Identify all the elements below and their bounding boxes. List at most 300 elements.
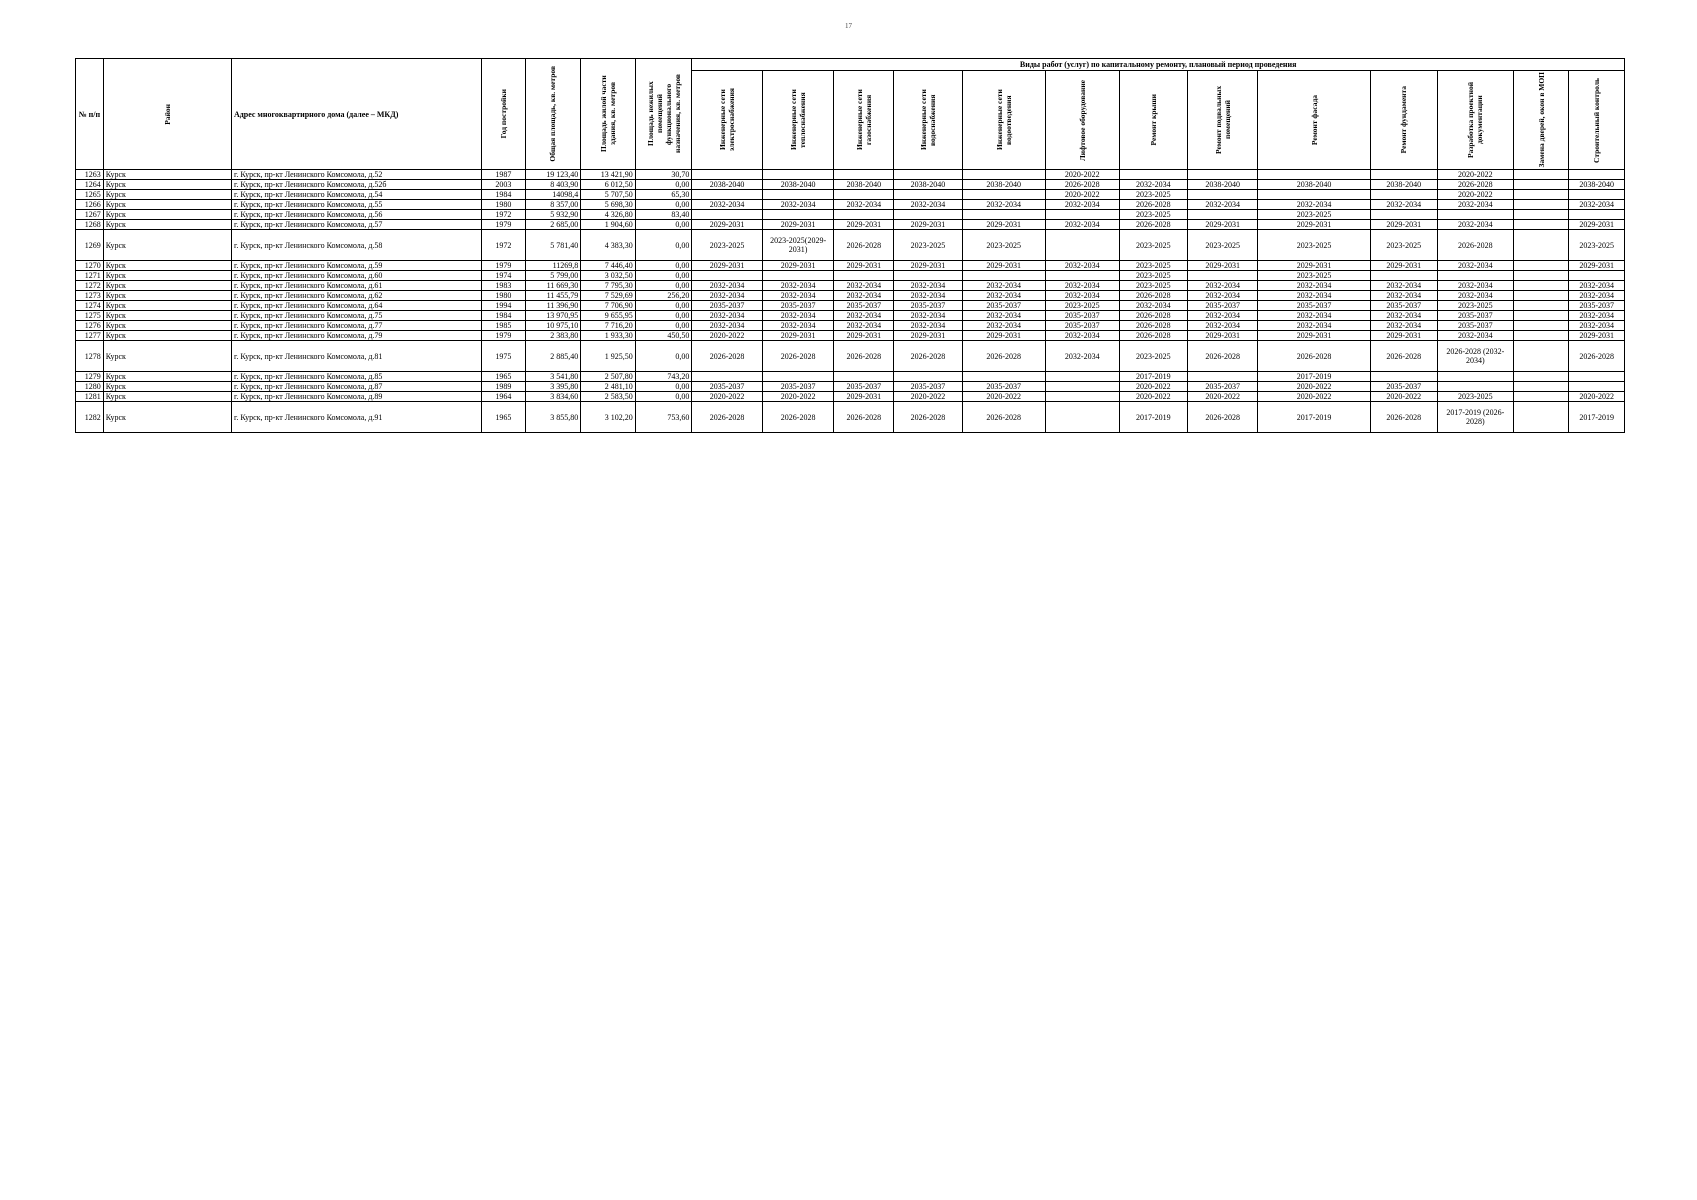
cell-work-period: 2029-2031 xyxy=(834,220,894,230)
cell-total-area: 3 395,80 xyxy=(525,382,581,392)
cell-work-period: 2035-2037 xyxy=(1370,301,1437,311)
cell-work-period: 2023-2025 xyxy=(894,230,962,261)
cell-address: г. Курск, пр-кт Ленинского Комсомола, д.57 xyxy=(231,220,481,230)
cell-work-period: 2029-2031 xyxy=(762,331,834,341)
cell-work-period: 2032-2034 xyxy=(1258,281,1370,291)
cell-district: Курск xyxy=(103,392,231,402)
cell-work-period xyxy=(1370,170,1437,180)
cell-total-area: 10 975,10 xyxy=(525,321,581,331)
cell-work-period xyxy=(1513,392,1569,402)
cell-nonres-area: 0,00 xyxy=(635,230,692,261)
cell-living-area: 3 032,50 xyxy=(581,271,635,281)
cell-work-period xyxy=(1569,372,1625,382)
cell-work-period: 2026-2028 xyxy=(1119,311,1187,321)
cell-work-period: 2035-2037 xyxy=(692,301,763,311)
cell-work-period: 2029-2031 xyxy=(1569,220,1625,230)
cell-living-area: 13 421,90 xyxy=(581,170,635,180)
cell-nonres-area: 0,00 xyxy=(635,311,692,321)
cell-work-period: 2035-2037 xyxy=(1569,301,1625,311)
cell-year: 1984 xyxy=(481,190,525,200)
cell-address: г. Курск, пр-кт Ленинского Комсомола, д.54 xyxy=(231,190,481,200)
cell-total-area: 2 383,80 xyxy=(525,331,581,341)
cell-work-period: 2032-2034 xyxy=(692,281,763,291)
cell-num: 1276 xyxy=(76,321,104,331)
cell-work-period: 2029-2031 xyxy=(1370,220,1437,230)
cell-work-period: 2026-2028 xyxy=(1119,291,1187,301)
cell-work-period: 2032-2034 xyxy=(1258,311,1370,321)
cell-work-period: 2029-2031 xyxy=(1258,331,1370,341)
cell-year: 1979 xyxy=(481,220,525,230)
cell-total-area: 3 855,80 xyxy=(525,402,581,433)
cell-work-period: 2026-2028 xyxy=(762,341,834,372)
cell-work-period xyxy=(1569,190,1625,200)
cell-work-period: 2023-2025 xyxy=(1569,230,1625,261)
cell-work-period: 2032-2034 xyxy=(762,200,834,210)
cell-num: 1264 xyxy=(76,180,104,190)
cell-work-period: 2029-2031 xyxy=(1569,261,1625,271)
cell-work-period xyxy=(1513,402,1569,433)
cell-nonres-area: 30,70 xyxy=(635,170,692,180)
header-address: Адрес многоквартирного дома (далее – МКД) xyxy=(231,59,481,170)
cell-district: Курск xyxy=(103,271,231,281)
cell-living-area: 7 446,40 xyxy=(581,261,635,271)
cell-work-period: 2020-2022 xyxy=(1437,190,1513,200)
cell-work-period xyxy=(834,170,894,180)
cell-total-area: 13 970,95 xyxy=(525,311,581,321)
cell-work-period xyxy=(1437,271,1513,281)
cell-work-period xyxy=(1437,372,1513,382)
cell-work-period: 2017-2019 xyxy=(1258,372,1370,382)
cell-address: г. Курск, пр-кт Ленинского Комсомола, д.89 xyxy=(231,392,481,402)
cell-work-period: 2032-2034 xyxy=(1187,311,1258,321)
cell-nonres-area: 0,00 xyxy=(635,341,692,372)
cell-work-period: 2026-2028 xyxy=(762,402,834,433)
table-row xyxy=(76,281,1625,291)
cell-work-period: 2026-2028 xyxy=(1370,402,1437,433)
cell-work-period: 2032-2034 xyxy=(1045,331,1119,341)
cell-district: Курск xyxy=(103,230,231,261)
cell-work-period xyxy=(1569,382,1625,392)
cell-work-period: 2035-2037 xyxy=(1437,311,1513,321)
cell-work-period: 2029-2031 xyxy=(894,261,962,271)
cell-year: 1989 xyxy=(481,382,525,392)
cell-work-period: 2029-2031 xyxy=(1187,261,1258,271)
cell-work-period: 2029-2031 xyxy=(1569,331,1625,341)
cell-work-period: 2023-2025 xyxy=(1119,341,1187,372)
table-row xyxy=(76,341,1625,372)
cell-work-period: 2038-2040 xyxy=(962,180,1045,190)
cell-work-period: 2020-2022 xyxy=(762,392,834,402)
cell-work-period: 2035-2037 xyxy=(692,382,763,392)
cell-work-period xyxy=(1045,372,1119,382)
cell-district: Курск xyxy=(103,341,231,372)
cell-work-period: 2026-2028 xyxy=(1187,402,1258,433)
cell-work-period xyxy=(1513,341,1569,372)
cell-work-period: 2020-2022 xyxy=(1045,170,1119,180)
cell-work-period xyxy=(894,372,962,382)
cell-work-period: 2032-2034 xyxy=(1370,291,1437,301)
cell-work-period xyxy=(1258,190,1370,200)
table-row xyxy=(76,210,1625,220)
cell-nonres-area: 0,00 xyxy=(635,180,692,190)
cell-work-period: 2038-2040 xyxy=(1569,180,1625,190)
cell-work-period: 2032-2034 xyxy=(1045,281,1119,291)
cell-total-area: 8 403,90 xyxy=(525,180,581,190)
cell-district: Курск xyxy=(103,281,231,291)
cell-work-period: 2029-2031 xyxy=(962,331,1045,341)
cell-work-period xyxy=(894,210,962,220)
cell-work-period: 2020-2022 xyxy=(1119,392,1187,402)
cell-work-period: 2032-2034 xyxy=(1370,311,1437,321)
cell-work-period: 2026-2028 xyxy=(834,230,894,261)
cell-work-period: 2032-2034 xyxy=(894,281,962,291)
cell-work-period xyxy=(834,210,894,220)
cell-living-area: 5 698,30 xyxy=(581,200,635,210)
cell-work-period: 2032-2034 xyxy=(692,291,763,301)
table-row xyxy=(76,180,1625,190)
cell-num: 1265 xyxy=(76,190,104,200)
cell-district: Курск xyxy=(103,301,231,311)
cell-work-period xyxy=(1513,311,1569,321)
cell-total-area: 11 455,79 xyxy=(525,291,581,301)
cell-work-period: 2017-2019 xyxy=(1258,402,1370,433)
cell-nonres-area: 743,20 xyxy=(635,372,692,382)
header-work-type: Строительный контроль xyxy=(1569,71,1625,170)
header-work-type: Инженерные сети водоснабжения xyxy=(894,71,962,170)
cell-work-period: 2032-2034 xyxy=(1370,281,1437,291)
table-row xyxy=(76,170,1625,180)
cell-work-period: 2023-2025 xyxy=(1437,301,1513,311)
cell-work-period: 2038-2040 xyxy=(894,180,962,190)
cell-district: Курск xyxy=(103,372,231,382)
cell-work-period: 2023-2025 xyxy=(1258,230,1370,261)
cell-work-period: 2026-2028 xyxy=(692,341,763,372)
cell-nonres-area: 0,00 xyxy=(635,200,692,210)
cell-living-area: 9 655,95 xyxy=(581,311,635,321)
header-work-type: Ремонт фундамента xyxy=(1370,71,1437,170)
cell-work-period: 2029-2031 xyxy=(894,331,962,341)
cell-work-period: 2026-2028 xyxy=(1437,230,1513,261)
cell-work-period: 2035-2037 xyxy=(962,382,1045,392)
cell-work-period: 2026-2028 xyxy=(1437,180,1513,190)
cell-work-period: 2032-2034 xyxy=(834,321,894,331)
cell-total-area: 3 834,60 xyxy=(525,392,581,402)
cell-work-period: 2035-2037 xyxy=(894,301,962,311)
cell-district: Курск xyxy=(103,382,231,392)
cell-year: 1964 xyxy=(481,392,525,402)
cell-work-period: 2026-2028 xyxy=(1370,341,1437,372)
cell-work-period xyxy=(1513,200,1569,210)
cell-work-period xyxy=(1513,190,1569,200)
cell-living-area: 2 481,10 xyxy=(581,382,635,392)
cell-work-period: 2020-2022 xyxy=(1258,392,1370,402)
cell-work-period: 2032-2034 xyxy=(962,311,1045,321)
table-row xyxy=(76,271,1625,281)
cell-total-area: 2 885,40 xyxy=(525,341,581,372)
cell-work-period xyxy=(1513,230,1569,261)
cell-work-period: 2032-2034 xyxy=(1187,200,1258,210)
table-row xyxy=(76,291,1625,301)
cell-address: г. Курск, пр-кт Ленинского Комсомола, д.64 xyxy=(231,301,481,311)
cell-nonres-area: 0,00 xyxy=(635,321,692,331)
cell-address: г. Курск, пр-кт Ленинского Комсомола, д.87 xyxy=(231,382,481,392)
cell-year: 1980 xyxy=(481,291,525,301)
cell-work-period: 2032-2034 xyxy=(1437,281,1513,291)
cell-work-period xyxy=(692,271,763,281)
cell-work-period: 2020-2022 xyxy=(1258,382,1370,392)
cell-year: 1965 xyxy=(481,402,525,433)
cell-living-area: 3 102,20 xyxy=(581,402,635,433)
cell-work-period xyxy=(962,271,1045,281)
cell-living-area: 1 904,60 xyxy=(581,220,635,230)
cell-address: г. Курск, пр-кт Ленинского Комсомола, д.52б xyxy=(231,180,481,190)
cell-work-period xyxy=(1045,230,1119,261)
cell-address: г. Курск, пр-кт Ленинского Комсомола, д.62 xyxy=(231,291,481,301)
cell-district: Курск xyxy=(103,331,231,341)
cell-address: г. Курск, пр-кт Ленинского Комсомола, д.56 xyxy=(231,210,481,220)
cell-work-period xyxy=(1045,402,1119,433)
cell-year: 1985 xyxy=(481,321,525,331)
cell-work-period: 2017-2019 xyxy=(1119,402,1187,433)
header-work-type: Лифтовое оборудование xyxy=(1045,71,1119,170)
cell-work-period: 2035-2037 xyxy=(962,301,1045,311)
cell-work-period xyxy=(1513,291,1569,301)
cell-address: г. Курск, пр-кт Ленинского Комсомола, д.58 xyxy=(231,230,481,261)
cell-work-period xyxy=(1513,301,1569,311)
cell-work-period: 2029-2031 xyxy=(1187,331,1258,341)
cell-work-period xyxy=(1513,382,1569,392)
cell-num: 1274 xyxy=(76,301,104,311)
cell-work-period xyxy=(1045,382,1119,392)
cell-year: 1972 xyxy=(481,210,525,220)
cell-work-period: 2029-2031 xyxy=(834,331,894,341)
cell-work-period xyxy=(1513,271,1569,281)
cell-total-area: 2 685,00 xyxy=(525,220,581,230)
cell-work-period: 2038-2040 xyxy=(762,180,834,190)
cell-work-period: 2035-2037 xyxy=(762,301,834,311)
cell-work-period xyxy=(894,271,962,281)
cell-work-period: 2029-2031 xyxy=(1370,261,1437,271)
cell-work-period: 2020-2022 xyxy=(1370,392,1437,402)
cell-num: 1273 xyxy=(76,291,104,301)
cell-work-period: 2032-2034 xyxy=(1437,331,1513,341)
cell-num: 1281 xyxy=(76,392,104,402)
header-work-type: Ремонт фасада xyxy=(1258,71,1370,170)
cell-district: Курск xyxy=(103,311,231,321)
cell-work-period: 2032-2034 xyxy=(834,281,894,291)
cell-year: 1975 xyxy=(481,341,525,372)
cell-work-period: 2026-2028 xyxy=(962,341,1045,372)
table-row xyxy=(76,321,1625,331)
cell-work-period xyxy=(1437,382,1513,392)
cell-work-period xyxy=(1513,331,1569,341)
cell-work-period: 2035-2037 xyxy=(1370,382,1437,392)
cell-living-area: 5 707,50 xyxy=(581,190,635,200)
cell-work-period: 2029-2031 xyxy=(894,220,962,230)
cell-work-period: 2023-2025 xyxy=(1119,210,1187,220)
header-work-type: Инженерные сети теплоснабжения xyxy=(762,71,834,170)
cell-year: 1980 xyxy=(481,200,525,210)
cell-living-area: 7 716,20 xyxy=(581,321,635,331)
cell-work-period xyxy=(762,271,834,281)
cell-work-period: 2032-2034 xyxy=(1370,200,1437,210)
cell-work-period: 2026-2028 xyxy=(692,402,763,433)
cell-work-period xyxy=(1045,271,1119,281)
cell-living-area: 1 925,50 xyxy=(581,341,635,372)
cell-work-period: 2035-2037 xyxy=(1437,321,1513,331)
cell-work-period: 2023-2025 xyxy=(1119,261,1187,271)
cell-living-area: 7 706,90 xyxy=(581,301,635,311)
cell-work-period xyxy=(1513,261,1569,271)
cell-work-period xyxy=(1437,210,1513,220)
cell-work-period xyxy=(1569,170,1625,180)
cell-work-period: 2029-2031 xyxy=(762,261,834,271)
cell-year: 1979 xyxy=(481,331,525,341)
cell-work-period: 2023-2025 xyxy=(1187,230,1258,261)
cell-work-period: 2020-2022 xyxy=(962,392,1045,402)
cell-living-area: 6 012,50 xyxy=(581,180,635,190)
cell-work-period: 2023-2025 xyxy=(1045,301,1119,311)
table-row xyxy=(76,220,1625,230)
cell-work-period: 2032-2034 xyxy=(1045,200,1119,210)
cell-work-period: 2029-2031 xyxy=(834,261,894,271)
cell-work-period: 2038-2040 xyxy=(1187,180,1258,190)
cell-work-period xyxy=(1370,210,1437,220)
cell-work-period: 2023-2025 xyxy=(1258,271,1370,281)
cell-work-period: 2020-2022 xyxy=(1119,382,1187,392)
cell-district: Курск xyxy=(103,170,231,180)
cell-num: 1279 xyxy=(76,372,104,382)
cell-work-period xyxy=(1187,190,1258,200)
cell-total-area: 11 669,30 xyxy=(525,281,581,291)
cell-work-period: 2026-2028 xyxy=(1119,220,1187,230)
cell-work-period xyxy=(962,210,1045,220)
header-work-type: Инженерные сети электроснабжения xyxy=(692,71,763,170)
header-work-type: Инженерные сети водоотведения xyxy=(962,71,1045,170)
cell-year: 1972 xyxy=(481,230,525,261)
cell-district: Курск xyxy=(103,190,231,200)
cell-work-period: 2026-2028 xyxy=(834,341,894,372)
cell-work-period: 2029-2031 xyxy=(1258,261,1370,271)
cell-work-period: 2032-2034 xyxy=(1569,200,1625,210)
cell-work-period: 2023-2025 xyxy=(1119,190,1187,200)
cell-work-period: 2032-2034 xyxy=(894,321,962,331)
cell-living-area: 4 383,30 xyxy=(581,230,635,261)
cell-address: г. Курск, пр-кт Ленинского Комсомола, д.52 xyxy=(231,170,481,180)
cell-work-period: 2032-2034 xyxy=(1437,261,1513,271)
cell-work-period xyxy=(1187,170,1258,180)
cell-work-period: 2035-2037 xyxy=(1187,382,1258,392)
header-year: Год постройки xyxy=(481,59,525,170)
cell-total-area: 5 799,00 xyxy=(525,271,581,281)
capital-repair-table xyxy=(75,58,1625,433)
table-row xyxy=(76,200,1625,210)
header-living-area: Площадь жилой части здания, кв. метров xyxy=(581,59,635,170)
cell-work-period xyxy=(692,210,763,220)
cell-work-period: 2026-2028 xyxy=(1119,321,1187,331)
cell-work-period: 2026-2028 xyxy=(1045,180,1119,190)
cell-work-period: 2038-2040 xyxy=(1258,180,1370,190)
cell-work-period: 2023-2025 xyxy=(1370,230,1437,261)
cell-work-period: 2023-2025(2029-2031) xyxy=(762,230,834,261)
cell-work-period: 2026-2028 xyxy=(894,402,962,433)
cell-total-area: 11 396,90 xyxy=(525,301,581,311)
cell-work-period: 2029-2031 xyxy=(962,220,1045,230)
cell-work-period: 2032-2034 xyxy=(834,311,894,321)
cell-work-period: 2035-2037 xyxy=(1258,301,1370,311)
cell-year: 1965 xyxy=(481,372,525,382)
cell-work-period: 2026-2028 xyxy=(1187,341,1258,372)
cell-work-period xyxy=(962,190,1045,200)
cell-living-area: 7 795,30 xyxy=(581,281,635,291)
cell-work-period xyxy=(962,372,1045,382)
cell-work-period: 2029-2031 xyxy=(1370,331,1437,341)
cell-work-period xyxy=(1370,372,1437,382)
cell-work-period: 2023-2025 xyxy=(1119,281,1187,291)
cell-nonres-area: 0,00 xyxy=(635,220,692,230)
table-row xyxy=(76,331,1625,341)
cell-work-period: 2035-2037 xyxy=(1045,311,1119,321)
header-work-type: Ремонт крыши xyxy=(1119,71,1187,170)
cell-work-period: 2032-2034 xyxy=(692,321,763,331)
cell-work-period: 2020-2022 xyxy=(692,331,763,341)
cell-work-period: 2026-2028 (2032-2034) xyxy=(1437,341,1513,372)
cell-nonres-area: 753,60 xyxy=(635,402,692,433)
cell-work-period: 2020-2022 xyxy=(1187,392,1258,402)
cell-work-period: 2032-2034 xyxy=(894,311,962,321)
cell-work-period: 2038-2040 xyxy=(692,180,763,190)
cell-total-area: 14098,4 xyxy=(525,190,581,200)
cell-work-period: 2032-2034 xyxy=(1258,291,1370,301)
cell-total-area: 19 123,40 xyxy=(525,170,581,180)
cell-work-period: 2026-2028 xyxy=(1258,341,1370,372)
cell-num: 1270 xyxy=(76,261,104,271)
cell-num: 1268 xyxy=(76,220,104,230)
header-work-type: Замена дверей, окон в МОП xyxy=(1513,71,1569,170)
cell-year: 1984 xyxy=(481,311,525,321)
table-row xyxy=(76,392,1625,402)
cell-work-period: 2020-2022 xyxy=(692,392,763,402)
cell-nonres-area: 0,00 xyxy=(635,271,692,281)
cell-work-period: 2032-2034 xyxy=(1370,321,1437,331)
cell-district: Курск xyxy=(103,210,231,220)
cell-work-period: 2023-2025 xyxy=(1119,230,1187,261)
header-work-type: Разработка проектной документации xyxy=(1437,71,1513,170)
cell-work-period: 2029-2031 xyxy=(692,261,763,271)
cell-nonres-area: 0,00 xyxy=(635,261,692,271)
cell-work-period xyxy=(692,190,763,200)
cell-work-period xyxy=(962,170,1045,180)
cell-num: 1277 xyxy=(76,331,104,341)
cell-work-period: 2023-2025 xyxy=(1119,271,1187,281)
cell-work-period: 2032-2034 xyxy=(894,291,962,301)
cell-work-period: 2026-2028 xyxy=(894,341,962,372)
cell-total-area: 11269,8 xyxy=(525,261,581,271)
cell-work-period: 2035-2037 xyxy=(1045,321,1119,331)
table-row xyxy=(76,402,1625,433)
cell-nonres-area: 65,30 xyxy=(635,190,692,200)
cell-work-period: 2032-2034 xyxy=(962,200,1045,210)
cell-work-period: 2020-2022 xyxy=(1045,190,1119,200)
cell-work-period xyxy=(1513,170,1569,180)
cell-address: г. Курск, пр-кт Ленинского Комсомола, д.77 xyxy=(231,321,481,331)
cell-work-period: 2032-2034 xyxy=(1187,291,1258,301)
cell-work-period: 2038-2040 xyxy=(1370,180,1437,190)
cell-district: Курск xyxy=(103,402,231,433)
cell-address: г. Курск, пр-кт Ленинского Комсомола, д.79 xyxy=(231,331,481,341)
cell-work-period xyxy=(894,170,962,180)
cell-total-area: 5 781,40 xyxy=(525,230,581,261)
